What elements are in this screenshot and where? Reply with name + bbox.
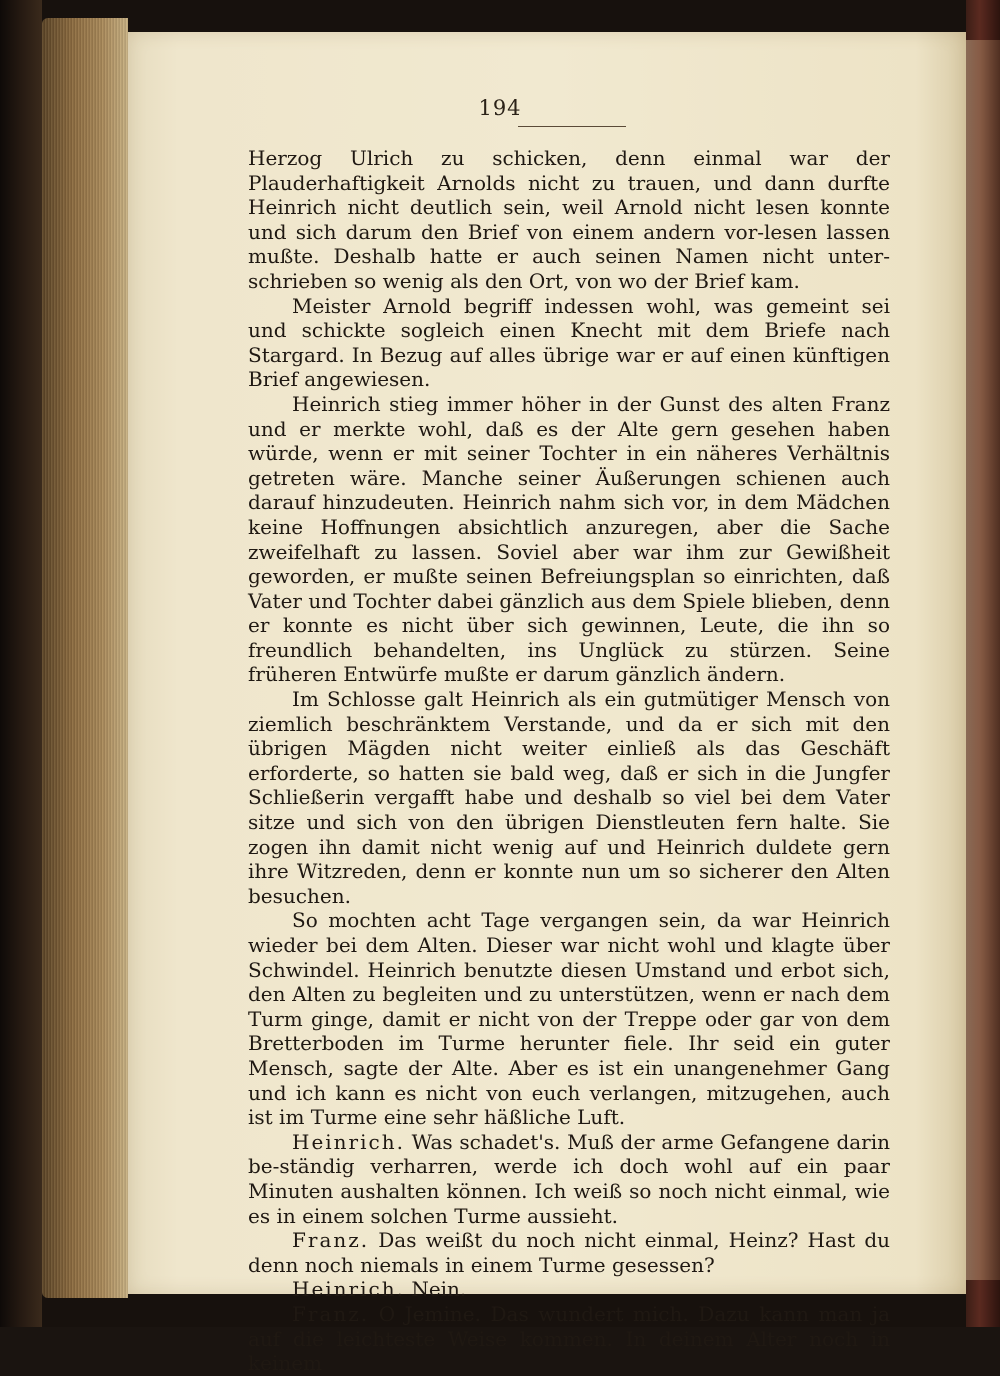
paragraph: Heinrich stieg immer höher in der Gunst des alten Franz und er merkte wohl, daß es der Alte gern gesehen haben würde, wenn er mit seiner Tochter in ein näheres Verhältnis getreten wäre. Manche seiner Äußerungen schienen auch darauf hinzudeuten. Heinrich nahm sich vor, in dem Mädchen keine Hoffnungen absichtlich anzuregen, aber die Sache zweifelhaft zu lassen. Soviel aber war ihm zur Gewißheit geworden, er mußte seinen Befreiungsplan so einrichten, daß Vater und Tochter dabei gänzlich aus dem Spiele blieben, denn er konnte es nicht über sich gewinnen, Leute, die ihn so freundlich behandelten, ins Unglück zu stürzen. Seine früheren Entwürfe mußte er darum gänzlich ändern.: [248, 391, 890, 687]
dialogue-text: Was schadet's. Muß der arme Gefangene darin be-ständig verharren, werde ich doch wohl auf ein paar Minuten aushalten können. Ich weiß so noch nicht einmal, wie es in einem solchen Turme aussieht.: [248, 1129, 891, 1228]
dialogue-line: [248, 1277, 890, 1302]
page-number: 194: [478, 96, 522, 120]
page-number-rule: [518, 126, 626, 127]
speaker-name: Heinrich.: [292, 1277, 405, 1302]
page-edge-right: [966, 40, 1000, 1280]
speaker-name: Heinrich.: [292, 1129, 405, 1154]
book-cover-left: [0, 0, 42, 1327]
paragraph: So mochten acht Tage vergangen sein, da war Heinrich wieder bei dem Alten. Dieser war nicht wohl und klagte über Schwindel. Heinrich benutzte diesen Umstand und erbot sich, den Alten zu begleiten und zu unterstützen, wenn er nach dem Turm ginge, damit er nicht von der Treppe oder gar von dem Bretterboden im Turme herunter fiele. Ihr seid ein guter Mensch, sagte der Alte. Aber es ist ein unangenehmer Gang und ich kann es nicht von euch verlangen, mitzugehen, auch ist im Turme eine sehr häßliche Luft.: [248, 908, 890, 1130]
dialogue-text: Nein.: [411, 1277, 467, 1302]
dialogue-text: O Jemine. Das wundert mich. Dazu kann man ja auf die leichteste Weise kommen. In deinem Alter noch in keinem: [248, 1301, 891, 1376]
dialogue-line: [248, 1130, 890, 1228]
page-edges: [42, 18, 128, 1298]
speaker-name: Franz.: [292, 1301, 370, 1326]
dialogue-line: [248, 1302, 890, 1376]
paragraph: Herzog Ulrich zu schicken, denn einmal war der Plauderhaftigkeit Arnolds nicht zu trauen, und dann durfte Heinrich nicht deutlich sein, weil Arnold nicht lesen konnte und sich darum den Brief von einem andern vor-lesen lassen mußte. Deshalb hatte er auch seinen Namen nicht unter-schrieben so wenig als den Ort, von wo der Brief kam.: [248, 146, 890, 293]
paragraph: Im Schlosse galt Heinrich als ein gutmütiger Mensch von ziemlich beschränktem Verstande, und da er sich mit den übrigen Mägden nicht weiter einließ als das Geschäft erforderte, so hatten sie bald weg, daß er sich in die Jungfer Schließerin vergafft habe und deshalb so viel bei dem Vater sitze und sich von den übrigen Dienstleuten fern halte. Sie zogen ihn damit nicht wenig auf und Heinrich duldete gern ihre Witzreden, denn er konnte nun um so sicherer den Alten besuchen.: [248, 687, 890, 908]
dialogue-text: Das weißt du noch nicht einmal, Heinz? Hast du denn noch niemals in einem Turme gesessen?: [248, 1228, 891, 1277]
dialogue-line: [248, 1228, 890, 1277]
speaker-name: Franz.: [292, 1228, 370, 1253]
book-cover-right: [966, 0, 1000, 1327]
paragraph: Meister Arnold begriff indessen wohl, was gemeint sei und schickte sogleich einen Knecht mit dem Briefe nach Stargard. In Bezug auf alles übrige war er auf einen künftigen Brief angewiesen.: [248, 293, 890, 392]
body-text: [248, 146, 890, 1376]
